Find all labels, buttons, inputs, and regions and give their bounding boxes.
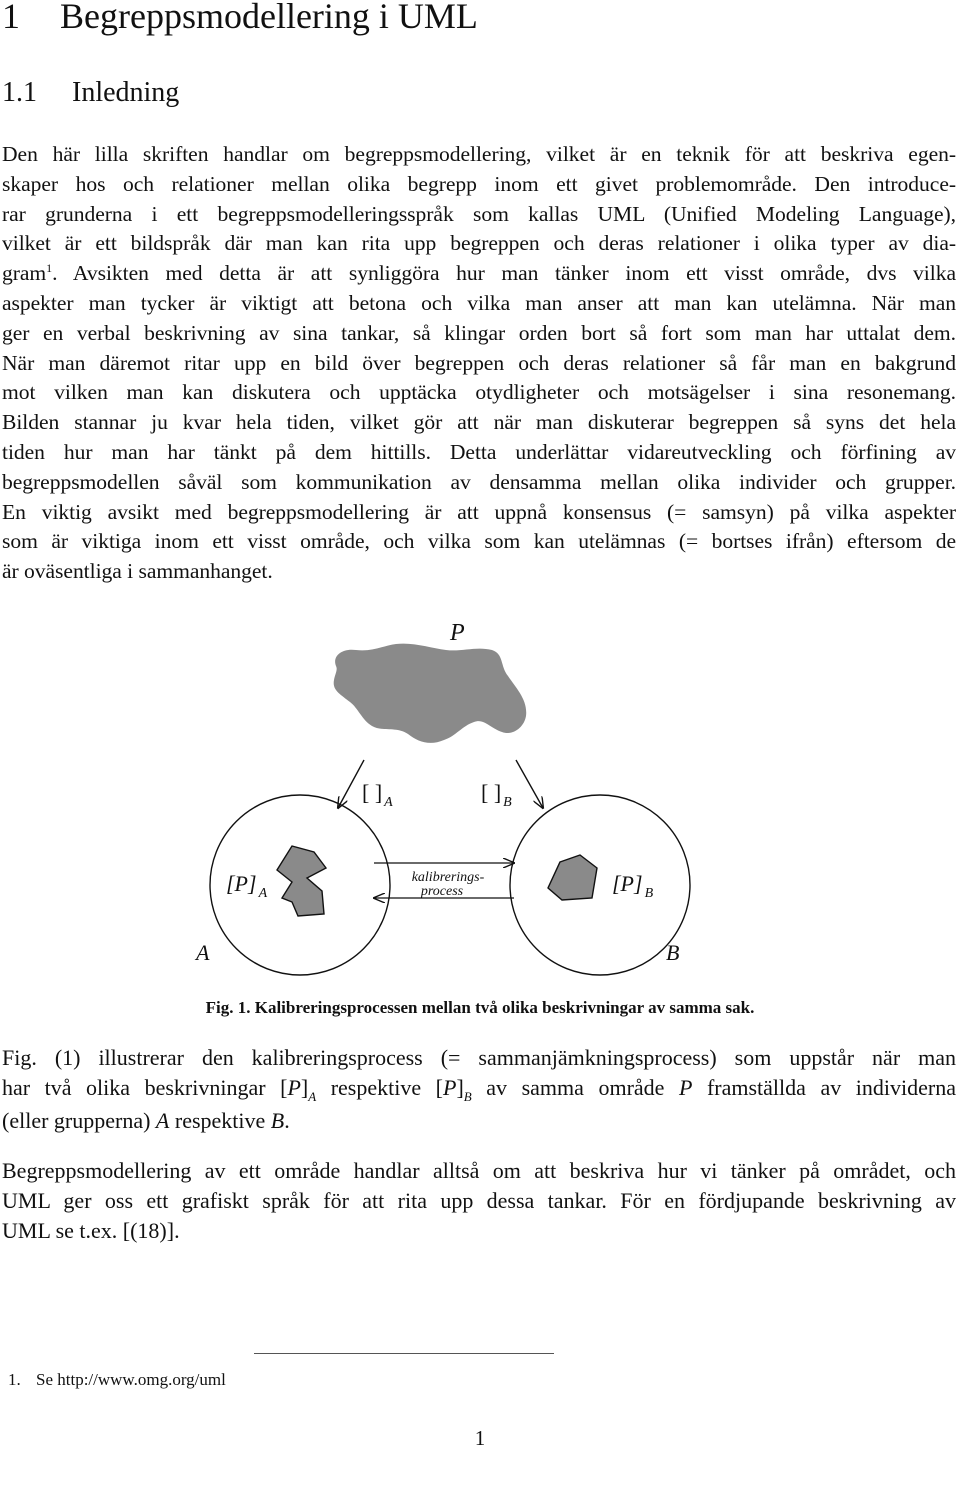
PB-subscript: B	[644, 886, 654, 901]
footnote-divider	[254, 1353, 554, 1354]
shape-description-B	[548, 855, 597, 900]
bracket-text: [ ]	[481, 780, 502, 805]
text-line: är oväsentliga i sammanhanget.	[2, 559, 273, 584]
text-line: vilket är ett bildspråk där man kan rita upp begreppen och deras relationer i olika typer av dia-	[2, 231, 956, 256]
bracket-label-B	[481, 780, 512, 810]
label-A: A	[196, 940, 210, 965]
section-title: Begreppsmodellering i UML	[60, 0, 478, 36]
text-line	[2, 1073, 956, 1106]
text-line: skaper hos och relationer mellan olika begrepp inom ett givet problemområde. Den introduce-	[2, 171, 956, 196]
section-heading	[2, 0, 478, 38]
subscript-B: B	[463, 1089, 472, 1104]
PA-subscript: A	[258, 886, 268, 901]
text-fragment: respektive	[169, 1108, 271, 1133]
label-PB	[612, 871, 654, 901]
text-line: En viktig avsikt med begreppsmodellering är att uppnå konsensus (= samsyn) på vilka aspekter	[2, 499, 956, 524]
text-fragment: .	[284, 1108, 290, 1133]
text-line: begreppsmodellen såväl som kommunikation av densamma mellan olika individer och grupper.	[2, 469, 956, 494]
text-fragment: ]	[300, 1075, 309, 1100]
label-PA	[226, 871, 268, 901]
math-P: P	[443, 1075, 457, 1100]
text-fragment: respektive [	[316, 1075, 443, 1100]
text-fragment: framställda av individerna	[692, 1075, 956, 1100]
figure-caption: Fig. 1. Kalibreringsprocessen mellan två olika beskrivningar av samma sak.	[205, 998, 755, 1017]
text-line	[2, 259, 956, 289]
math-A: A	[155, 1108, 170, 1133]
text-line: UML ger oss ett grafiskt språk för att rita upp dessa tankar. För en fördjupande beskrivning av	[2, 1188, 956, 1213]
footnote	[8, 1370, 226, 1390]
PB-text: [P]	[612, 871, 643, 896]
subsection-title: Inledning	[72, 77, 180, 108]
text-line: UML se t.ex. [(18)].	[2, 1218, 180, 1243]
circle-B	[510, 795, 690, 975]
text-line: Den här lilla skriften handlar om begreppsmodellering, vilket är en teknik för att beskriva egen-	[2, 142, 956, 166]
text-line: ger en verbal beskrivning av sina tankar, så klingar orden bort så fort som man har uttalat dem.	[2, 320, 956, 345]
page-number: 1	[474, 1426, 486, 1450]
text-line: Fig. (1) illustrerar den kalibreringsprocess (= sammanjämkningsprocess) som uppstår när man	[2, 1045, 956, 1070]
paragraph-intro	[2, 140, 956, 587]
bracket-subscript: A	[384, 795, 393, 810]
text-fragment: (eller grupperna)	[2, 1108, 156, 1133]
subsection-number: 1.1	[2, 77, 37, 108]
text-line: När man däremot ritar upp en bild över begreppen och deras relationer så får man en bakgrund	[2, 350, 956, 375]
text-fragment: Avsikten med detta är att synliggöra hur man tänker inom ett visst område, dvs vilka	[72, 261, 956, 286]
text-line: som är viktiga inom ett visst område, och vilka som kan utelämnas (= bortses ifrån) eftersom de	[2, 529, 956, 554]
text-line: rar grunderna i ett begreppsmodelleringsspråk som kallas UML (Unified Modeling Language),	[2, 201, 956, 226]
text-line: Begreppsmodellering av ett område handlar alltså om att beskriva hur vi tänker på området, och	[2, 1158, 956, 1183]
arrow-right	[516, 760, 543, 808]
section-number: 1	[2, 0, 20, 36]
process-label-line1: kalibrerings-	[411, 870, 485, 885]
paragraph-figure-explanation	[2, 1043, 956, 1136]
calibration-figure	[0, 600, 960, 980]
subscript-A: A	[308, 1089, 317, 1104]
subsection-heading	[2, 76, 179, 110]
domain-blob-shape	[334, 644, 527, 743]
text-line: tiden hur man har tänkt på dem hittills. Detta underlättar vidareutveckling och förfining av	[2, 439, 956, 464]
arrow-left	[338, 760, 364, 808]
text-line: aspekter man tycker är viktigt att betona och vilka man anser att man kan utelämna. När man	[2, 290, 956, 315]
paragraph-conclusion	[2, 1156, 956, 1246]
footnote-mark: 1	[46, 261, 53, 276]
math-B: B	[270, 1108, 285, 1133]
label-B: B	[666, 940, 680, 965]
PA-text: [P]	[226, 871, 257, 896]
math-P: P	[287, 1075, 301, 1100]
text-fragment: .	[52, 261, 73, 286]
text-fragment: har två olika beskrivningar [	[2, 1075, 288, 1100]
label-P: P	[450, 620, 465, 646]
bracket-label-A	[362, 780, 393, 810]
process-label-line2: process	[420, 884, 464, 899]
text-fragment: av samma område	[471, 1075, 679, 1100]
shape-description-A	[277, 846, 326, 916]
footnote-number: 1.	[8, 1370, 21, 1389]
bracket-text: [ ]	[362, 780, 383, 805]
text-line: Bilden stannar ju kvar hela tiden, vilket gör att när man diskuterar begreppen så syns det hela	[2, 410, 956, 435]
text-line	[2, 1106, 956, 1136]
text-line: mot vilken man kan diskutera och upptäcka otydligheter och motsägelser i sina resonemang.	[2, 380, 956, 405]
bracket-subscript: B	[503, 795, 512, 810]
text-fragment: gram	[2, 261, 47, 286]
math-P: P	[678, 1075, 693, 1100]
footnote-text: Se http://www.omg.org/uml	[36, 1370, 226, 1389]
text-fragment: ]	[456, 1075, 464, 1100]
